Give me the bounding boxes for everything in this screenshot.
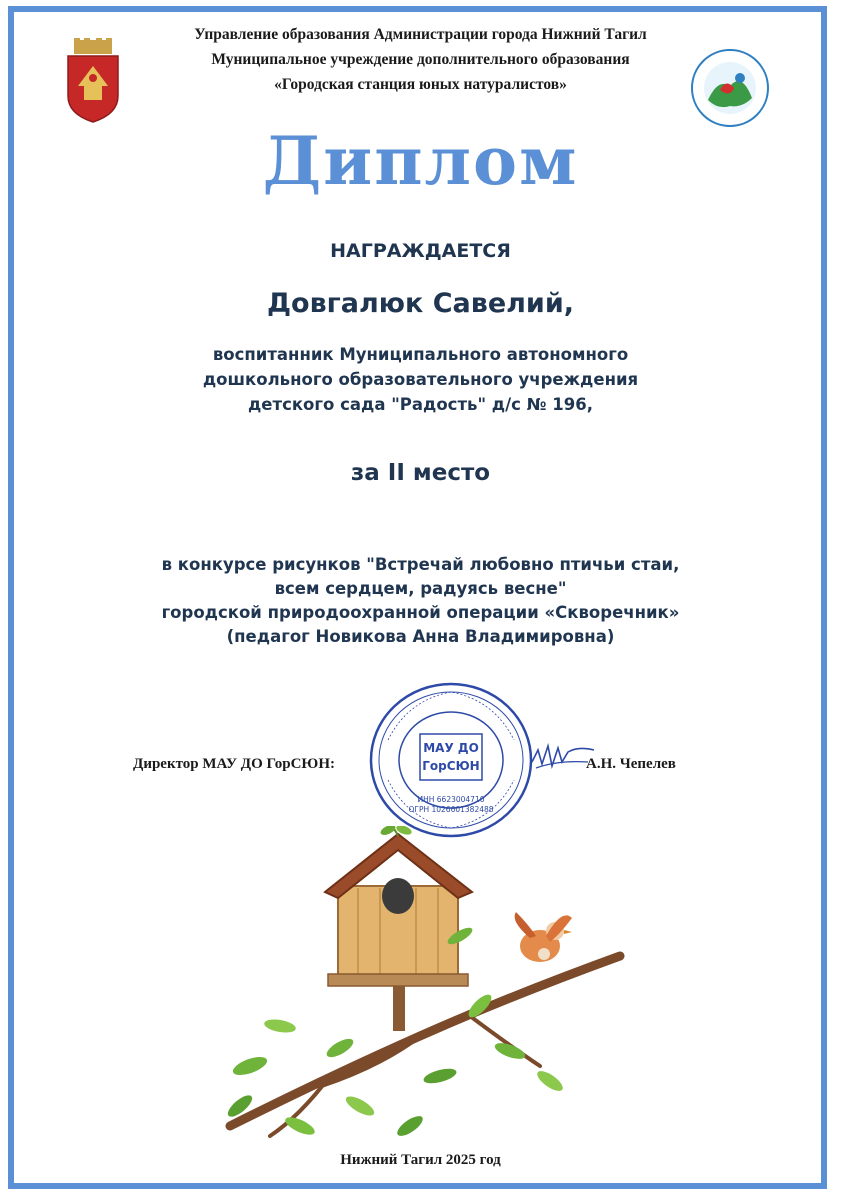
- recipient-name: Довгалюк Савелий,: [266, 288, 575, 319]
- recipient-description: [0, 342, 841, 417]
- contest-line-4: (педагог Новикова Анна Владимировна): [226, 627, 615, 646]
- header-line-2: Муниципальное учреждение дополнительного образования: [211, 51, 630, 68]
- description-line-2: дошкольного образовательного учреждения: [202, 370, 639, 389]
- official-stamp-icon: [368, 680, 534, 840]
- description-line-3: детского сада "Радость" д/с № 196,: [247, 395, 593, 414]
- contest-line-2: всем сердцем, радуясь весне": [274, 579, 567, 598]
- footer-place-year: Нижний Тагил 2025 год: [340, 1152, 501, 1168]
- description-line-1: воспитанник Муниципального автономного: [212, 345, 629, 364]
- header-line-3: «Городская станция юных натуралистов»: [274, 76, 567, 93]
- award-label: НАГРАЖДАЕТСЯ: [330, 240, 511, 262]
- contest-line-3: городской природоохранной операции «Скворечник»: [161, 603, 680, 622]
- stamp-center-line-2: ГорСЮН: [422, 759, 480, 773]
- award-place: за II место: [350, 460, 491, 486]
- header-line-1: Управление образования Администрации города Нижний Тагил: [194, 26, 647, 43]
- stamp-inn: ИНН 6623004710: [417, 795, 485, 804]
- diploma-title: Диплом: [262, 122, 579, 200]
- stamp-center-line-1: МАУ ДО: [423, 741, 479, 755]
- contest-description: [0, 553, 841, 649]
- signature-name: А.Н. Чепелев: [586, 756, 676, 772]
- contest-line-1: в конкурсе рисунков "Встречай любовно птичьи стаи,: [161, 555, 680, 574]
- signature-position: Директор МАУ ДО ГорСЮН:: [133, 756, 335, 772]
- stamp-ogrn: ОГРН 1026601382488: [408, 805, 494, 814]
- issuer-header: [0, 22, 841, 97]
- birdhouse-on-branch-illustration-icon: [210, 826, 640, 1156]
